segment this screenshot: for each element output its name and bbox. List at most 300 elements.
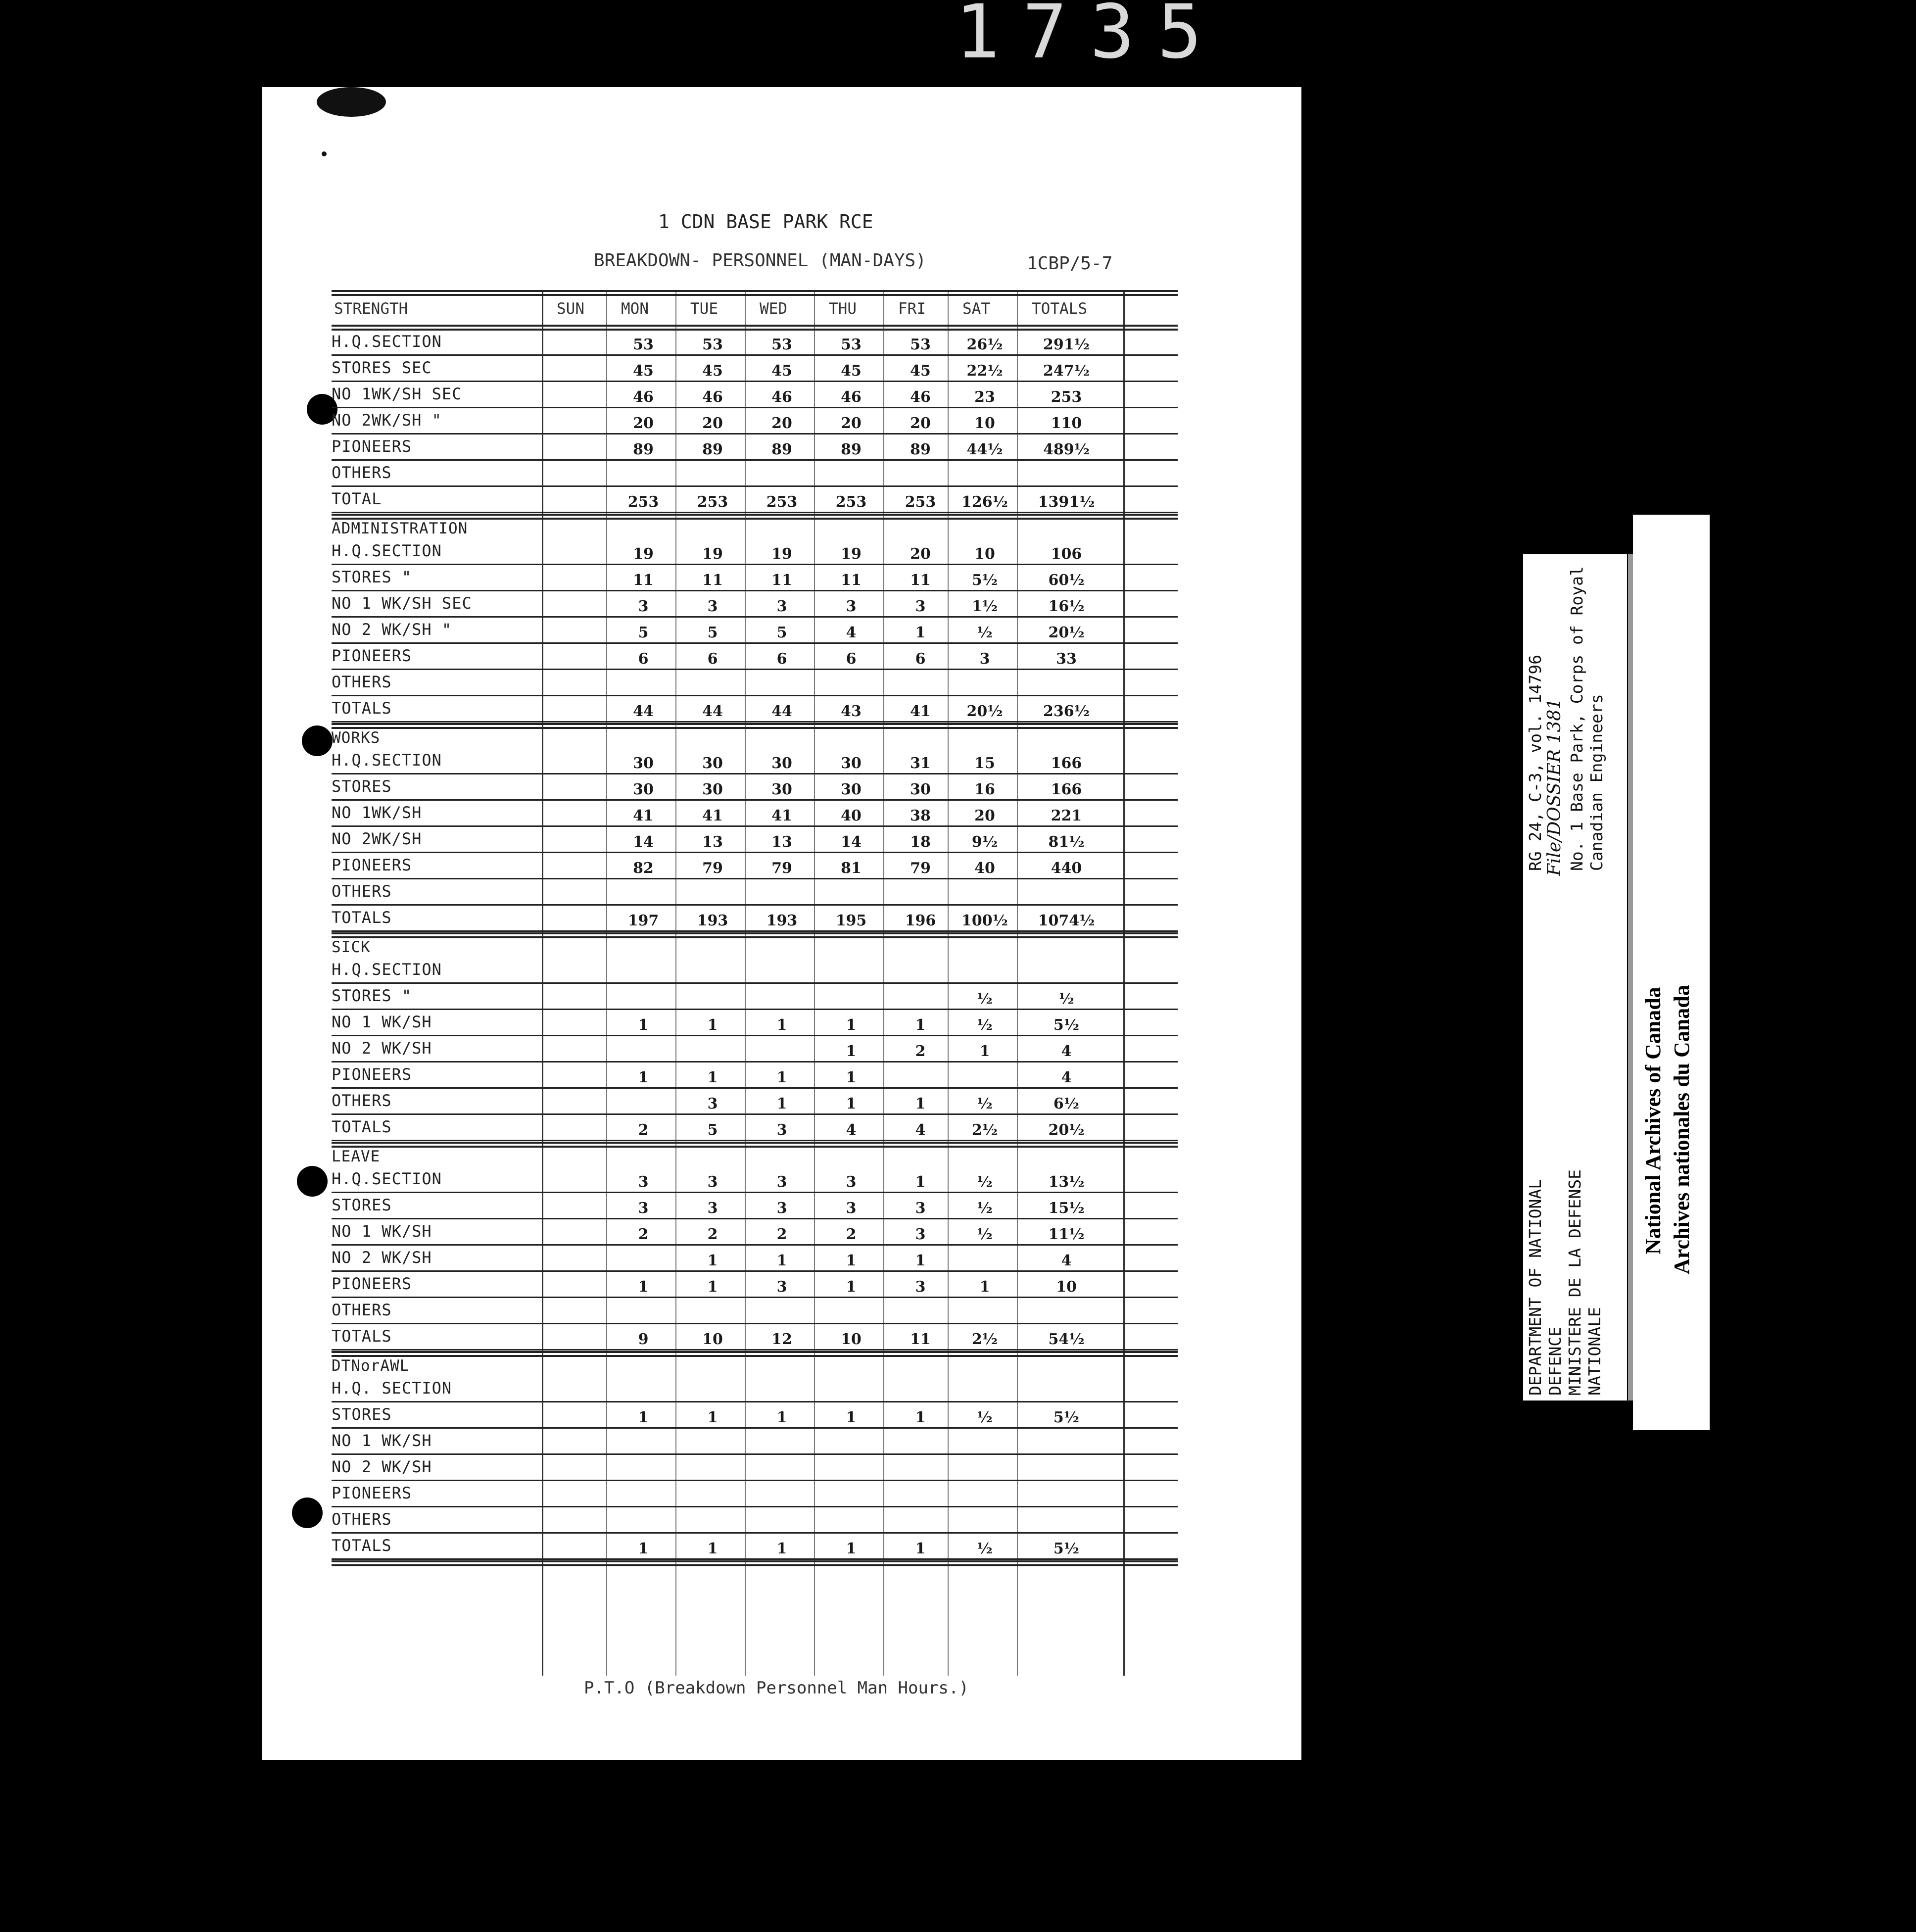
row-label: OTHERS (332, 1301, 392, 1319)
personnel-table (332, 290, 1178, 1676)
section-heading: DTNorAWL (332, 1357, 410, 1375)
document-subtitle: BREAKDOWN- PERSONNEL (MAN-DAYS) (594, 250, 926, 271)
row-label: OTHERS (332, 1510, 392, 1529)
row-rule (332, 1061, 1178, 1063)
table-cell: 54½ (1048, 1331, 1085, 1348)
row-label: NO 2WK/SH (332, 829, 422, 848)
table-cell: 1391½ (1038, 493, 1095, 511)
table-cell: 43 (841, 703, 862, 720)
table-cell: 26½ (966, 336, 1003, 353)
table-cell: 10 (841, 1331, 862, 1348)
table-cell: 12 (771, 1331, 792, 1348)
column-header: WED (760, 300, 787, 318)
table-cell: 30 (702, 781, 723, 798)
row-rule (332, 878, 1178, 879)
table-cell: 3 (915, 1278, 926, 1296)
row-label: NO 1WK/SH (332, 803, 422, 822)
table-cell: ½ (1058, 990, 1074, 1008)
table-cell: 1 (707, 1252, 718, 1269)
punch-hole (302, 725, 333, 756)
table-cell: 19 (841, 545, 862, 563)
row-label: STORES " (332, 568, 412, 586)
section-heading: WORKS (332, 729, 381, 747)
row-rule (332, 669, 1178, 670)
table-cell: 1 (846, 1095, 857, 1112)
row-rule (332, 459, 1178, 461)
table-cell: 23 (974, 388, 995, 406)
row-label: H.Q.SECTION (332, 541, 442, 560)
table-cell: 6 (915, 650, 926, 668)
row-rule (332, 721, 1178, 723)
table-cell: 5 (638, 624, 649, 641)
table-cell: 195 (835, 912, 867, 929)
table-cell: 1 (638, 1016, 649, 1034)
table-cell: 19 (633, 545, 654, 563)
table-cell: 11½ (1048, 1226, 1085, 1243)
table-cell: 13½ (1048, 1173, 1085, 1191)
table-cell: 197 (627, 912, 659, 929)
row-label: STORES " (332, 986, 412, 1005)
ink-speck (322, 151, 327, 156)
table-cell: 15 (974, 755, 995, 772)
table-cell: 79 (910, 860, 931, 877)
row-rule (332, 1558, 1178, 1560)
table-cell: 89 (702, 441, 723, 458)
row-rule (332, 825, 1178, 827)
table-cell: 53 (841, 336, 862, 353)
table-cell: 1 (915, 1252, 926, 1269)
row-rule (332, 564, 1178, 565)
table-cell: 1 (707, 1409, 718, 1426)
punch-hole (297, 1166, 328, 1197)
table-cell: 6 (846, 650, 857, 668)
table-cell: 30 (841, 781, 862, 798)
column-header: SAT (962, 300, 990, 318)
label-line-2: DEFENCE (1545, 1326, 1565, 1396)
row-label: PIONEERS (332, 646, 412, 665)
row-rule (332, 1427, 1178, 1429)
table-cell: 1 (846, 1409, 857, 1426)
table-cell: 79 (702, 860, 723, 877)
table-cell: 11 (910, 572, 931, 589)
table-cell: 13 (771, 833, 792, 851)
frame-number-stamp: 1735 (955, 0, 1225, 75)
table-cell: 196 (905, 912, 936, 929)
row-label: NO 1 WK/SH (332, 1013, 432, 1031)
section-rule (332, 723, 1178, 725)
table-cell: 41 (702, 807, 723, 824)
table-cell: 11 (910, 1331, 931, 1348)
table-cell: 1 (776, 1252, 787, 1269)
row-label: OTHERS (332, 882, 392, 901)
table-cell: 10 (974, 415, 995, 432)
table-cell: 4 (1061, 1252, 1072, 1269)
table-cell: 19 (702, 545, 723, 563)
table-cell: 46 (771, 388, 792, 406)
table-cell: 20½ (1048, 1121, 1085, 1139)
table-cell: 166 (1051, 781, 1082, 798)
table-cell: 1 (915, 624, 926, 641)
table-cell: 41 (910, 703, 931, 720)
section-heading: SICK (332, 938, 371, 956)
table-cell: 291½ (1043, 336, 1090, 353)
row-label: STORES SEC (332, 358, 432, 377)
table-cell: 106 (1051, 545, 1082, 563)
row-rule (332, 590, 1178, 591)
table-cell: 45 (771, 362, 792, 380)
table-cell: ½ (977, 624, 993, 641)
table-cell: ½ (977, 1226, 993, 1243)
row-rule (332, 616, 1178, 618)
table-cell: 20 (841, 415, 862, 432)
row-label: H.Q.SECTION (332, 1169, 442, 1188)
table-cell: 18 (910, 833, 931, 851)
table-cell: 253 (697, 493, 728, 511)
header-rule (332, 325, 1178, 327)
table-cell: ½ (977, 1095, 993, 1112)
section-rule (332, 1560, 1178, 1562)
table-cell: 2 (846, 1226, 857, 1243)
table-cell: 126½ (961, 493, 1008, 511)
column-header: FRI (898, 300, 926, 318)
table-cell: 3 (846, 598, 857, 615)
table-cell: 11 (633, 572, 654, 589)
row-rule (332, 1506, 1178, 1507)
table-cell: 1 (846, 1540, 857, 1557)
table-cell: 16 (974, 781, 995, 798)
row-label: STORES (332, 1196, 392, 1214)
row-label: OTHERS (332, 673, 392, 691)
row-label: H.Q.SECTION (332, 960, 442, 979)
row-rule (332, 1035, 1178, 1036)
row-rule (332, 852, 1178, 853)
table-cell: 11 (702, 572, 723, 589)
label-line-4: NATIONALE (1585, 1307, 1604, 1396)
table-cell: 14 (841, 833, 862, 851)
table-cell: 1 (915, 1095, 926, 1112)
table-cell: 30 (910, 781, 931, 798)
table-cell: 2½ (971, 1121, 998, 1139)
table-cell: 11 (841, 572, 862, 589)
table-cell: 1 (915, 1409, 926, 1426)
row-rule (332, 1323, 1178, 1324)
table-cell: 30 (633, 781, 654, 798)
table-cell: 1 (776, 1095, 787, 1112)
row-rule (332, 1349, 1178, 1351)
table-cell: 236½ (1043, 703, 1090, 720)
table-cell: 3 (638, 598, 649, 615)
row-rule (332, 799, 1178, 801)
table-cell: 440 (1051, 860, 1082, 877)
table-cell: 193 (766, 912, 798, 929)
table-cell: 38 (910, 807, 931, 824)
table-cell: 45 (841, 362, 862, 380)
row-rule (332, 773, 1178, 774)
table-cell: 46 (702, 388, 723, 406)
table-cell: 1 (638, 1540, 649, 1557)
row-rule (332, 407, 1178, 408)
table-cell: 253 (905, 493, 936, 511)
column-header: SUN (557, 300, 584, 318)
row-label: H.Q. SECTION (332, 1379, 452, 1398)
table-cell: 46 (910, 388, 931, 406)
table-cell: 1½ (971, 598, 998, 615)
document-reference: 1CBP/5-7 (1027, 253, 1113, 274)
row-label: TOTALS (332, 1536, 392, 1555)
table-cell: 44 (633, 703, 654, 720)
table-cell: 3 (915, 1200, 926, 1217)
row-rule (332, 1009, 1178, 1010)
table-cell: 20 (910, 545, 931, 563)
table-cell: 44 (702, 703, 723, 720)
table-cell: 253 (1051, 388, 1082, 406)
table-cell: 45 (633, 362, 654, 380)
row-rule (332, 642, 1178, 644)
table-cell: 20½ (1048, 624, 1085, 641)
table-cell: 46 (841, 388, 862, 406)
label-ref-3: Canadian Engineers (1587, 694, 1606, 871)
table-cell: 5 (707, 1121, 718, 1139)
table-cell: 5½ (1053, 1409, 1080, 1426)
ink-stain (317, 87, 386, 117)
table-cell: 1 (915, 1173, 926, 1191)
table-cell: 89 (841, 441, 862, 458)
row-rule (332, 1480, 1178, 1481)
table-cell: 30 (633, 755, 654, 772)
row-rule (332, 1087, 1178, 1089)
row-label: PIONEERS (332, 1484, 412, 1502)
table-cell: 45 (702, 362, 723, 380)
table-cell: 3 (707, 1200, 718, 1217)
column-header: STRENGTH (334, 300, 408, 318)
table-cell: 1 (979, 1043, 990, 1060)
table-cell: 5 (776, 624, 787, 641)
row-label: OTHERS (332, 463, 392, 482)
table-cell: 1 (638, 1069, 649, 1086)
row-label: PIONEERS (332, 1065, 412, 1084)
table-cell: 253 (766, 493, 798, 511)
table-cell: 20 (910, 415, 931, 432)
table-cell: 1 (707, 1016, 718, 1034)
table-cell: 3 (707, 1173, 718, 1191)
archives-name-fr: Archives nationales du Canada (1670, 985, 1694, 1274)
table-cell: 3 (776, 1121, 787, 1139)
archives-stamp (1633, 515, 1710, 1430)
row-label: TOTAL (332, 489, 382, 508)
table-cell: 1 (846, 1252, 857, 1269)
row-label: TOTALS (332, 908, 392, 927)
document-title: 1 CDN BASE PARK RCE (658, 211, 873, 233)
table-cell: 3 (707, 1095, 718, 1112)
table-cell: 45 (910, 362, 931, 380)
row-rule (332, 982, 1178, 984)
label-line-1: DEPARTMENT OF NATIONAL (1526, 1179, 1545, 1396)
table-cell: 53 (771, 336, 792, 353)
table-cell: 46 (633, 388, 654, 406)
table-cell: ½ (977, 990, 993, 1008)
table-cell: 6 (638, 650, 649, 668)
table-cell: 2½ (971, 1331, 998, 1348)
table-cell: 4 (915, 1121, 926, 1139)
table-cell: 10 (974, 545, 995, 563)
table-cell: 2 (915, 1043, 926, 1060)
table-cell: 6½ (1053, 1095, 1080, 1112)
table-cell: 19 (771, 545, 792, 563)
row-rule (332, 1270, 1178, 1272)
table-cell: 30 (771, 781, 792, 798)
table-cell: 4 (1061, 1069, 1072, 1086)
table-cell: 53 (910, 336, 931, 353)
row-label: STORES (332, 777, 392, 796)
table-cell: 10 (702, 1331, 723, 1348)
document-page (262, 87, 1301, 1760)
table-cell: 3 (979, 650, 990, 668)
label-ref-1: RG 24, C-3, vol. 14796 (1526, 654, 1545, 871)
column-header: THU (829, 300, 857, 318)
table-cell: 3 (915, 1226, 926, 1243)
table-cell: 3 (707, 598, 718, 615)
page-footer: P.T.O (Breakdown Personnel Man Hours.) (584, 1678, 969, 1698)
table-cell: 4 (1061, 1043, 1072, 1060)
table-cell: 60½ (1048, 572, 1085, 589)
table-cell: 10 (1056, 1278, 1077, 1296)
table-cell: 1 (846, 1043, 857, 1060)
table-cell: 89 (771, 441, 792, 458)
row-label: NO 1 WK/SH (332, 1222, 432, 1241)
table-cell: 4 (846, 624, 857, 641)
column-header: TUE (690, 300, 718, 318)
row-rule (332, 1401, 1178, 1402)
punch-hole (292, 1497, 323, 1528)
table-cell: 253 (835, 493, 867, 511)
table-cell: 2 (638, 1226, 649, 1243)
row-label: STORES (332, 1405, 392, 1424)
row-rule (332, 433, 1178, 435)
table-cell: 9 (638, 1331, 649, 1348)
section-rule (332, 932, 1178, 934)
table-cell: 33 (1056, 650, 1077, 668)
table-cell: 1 (846, 1069, 857, 1086)
table-cell: 4 (846, 1121, 857, 1139)
table-cell: 3 (638, 1173, 649, 1191)
row-rule (332, 485, 1178, 487)
row-label: NO 2 WK/SH (332, 1457, 432, 1476)
table-cell: 3 (776, 1278, 787, 1296)
table-cell: 1 (776, 1540, 787, 1557)
table-cell: 5 (707, 624, 718, 641)
table-cell: 11 (771, 572, 792, 589)
table-cell: 53 (633, 336, 654, 353)
table-cell: 3 (638, 1200, 649, 1217)
row-label: NO 1 WK/SH (332, 1431, 432, 1450)
table-cell: 1074½ (1038, 912, 1095, 929)
table-cell: 100½ (961, 912, 1008, 929)
row-label: OTHERS (332, 1091, 392, 1110)
table-cell: 253 (627, 493, 659, 511)
label-handwritten-file: File/DOSSIER 1381 (1544, 698, 1565, 876)
table-cell: 1 (707, 1278, 718, 1296)
table-cell: 20½ (966, 703, 1003, 720)
table-cell: 1 (776, 1409, 787, 1426)
row-label: TOTALS (332, 1327, 392, 1346)
table-cell: 3 (846, 1200, 857, 1217)
table-cell: 6 (707, 650, 718, 668)
table-cell: 81½ (1048, 833, 1085, 851)
table-cell: ½ (977, 1016, 993, 1034)
table-cell: 1 (776, 1016, 787, 1034)
table-cell: 40 (841, 807, 862, 824)
table-cell: 20 (974, 807, 995, 824)
table-cell: 5½ (1053, 1016, 1080, 1034)
row-rule (332, 930, 1178, 932)
table-cell: 13 (702, 833, 723, 851)
row-label: PIONEERS (332, 437, 412, 456)
table-cell: 1 (915, 1016, 926, 1034)
row-label: H.Q.SECTION (332, 332, 442, 351)
row-label: TOTALS (332, 699, 392, 718)
row-rule (332, 904, 1178, 906)
row-rule (332, 381, 1178, 382)
table-cell: 1 (846, 1278, 857, 1296)
table-cell: 1 (915, 1540, 926, 1557)
table-cell: 3 (915, 598, 926, 615)
table-cell: 3 (776, 1200, 787, 1217)
table-cell: 193 (697, 912, 728, 929)
table-cell: 53 (702, 336, 723, 353)
table-cell: 5½ (971, 572, 998, 589)
table-cell: 3 (846, 1173, 857, 1191)
row-rule (332, 1113, 1178, 1115)
table-cell: 221 (1051, 807, 1082, 824)
column-header: MON (621, 300, 649, 318)
table-cell: 1 (638, 1278, 649, 1296)
table-cell: 40 (974, 860, 995, 877)
table-cell: 79 (771, 860, 792, 877)
table-cell: 31 (910, 755, 931, 772)
table-cell: 89 (910, 441, 931, 458)
archive-reference-label (1523, 554, 1627, 1401)
table-cell: 22½ (966, 362, 1003, 380)
row-rule (332, 1297, 1178, 1298)
table-cell: 20 (771, 415, 792, 432)
table-cell: 1 (707, 1069, 718, 1086)
table-cell: 41 (771, 807, 792, 824)
table-cell: 3 (776, 1173, 787, 1191)
label-line-3: MINISTERE DE LA DEFENSE (1565, 1169, 1584, 1396)
row-label: PIONEERS (332, 856, 412, 874)
row-label: H.Q.SECTION (332, 751, 442, 770)
row-label: NO 2 WK/SH (332, 1039, 432, 1058)
section-heading: LEAVE (332, 1148, 381, 1165)
table-cell: 41 (633, 807, 654, 824)
row-label: TOTALS (332, 1117, 392, 1136)
section-rule (332, 1351, 1178, 1353)
row-rule (332, 695, 1178, 696)
row-rule (332, 1218, 1178, 1219)
table-cell: 44½ (966, 441, 1003, 458)
table-cell: 9½ (971, 833, 998, 851)
table-cell: 82 (633, 860, 654, 877)
table-cell: 81 (841, 860, 862, 877)
table-cell: 16½ (1048, 598, 1085, 615)
table-cell: 5½ (1053, 1540, 1080, 1557)
column-header: TOTALS (1032, 300, 1087, 318)
table-cell: 3 (776, 598, 787, 615)
table-cell: 30 (702, 755, 723, 772)
table-cell: 20 (633, 415, 654, 432)
section-rule (332, 1142, 1178, 1144)
table-cell: 2 (638, 1121, 649, 1139)
